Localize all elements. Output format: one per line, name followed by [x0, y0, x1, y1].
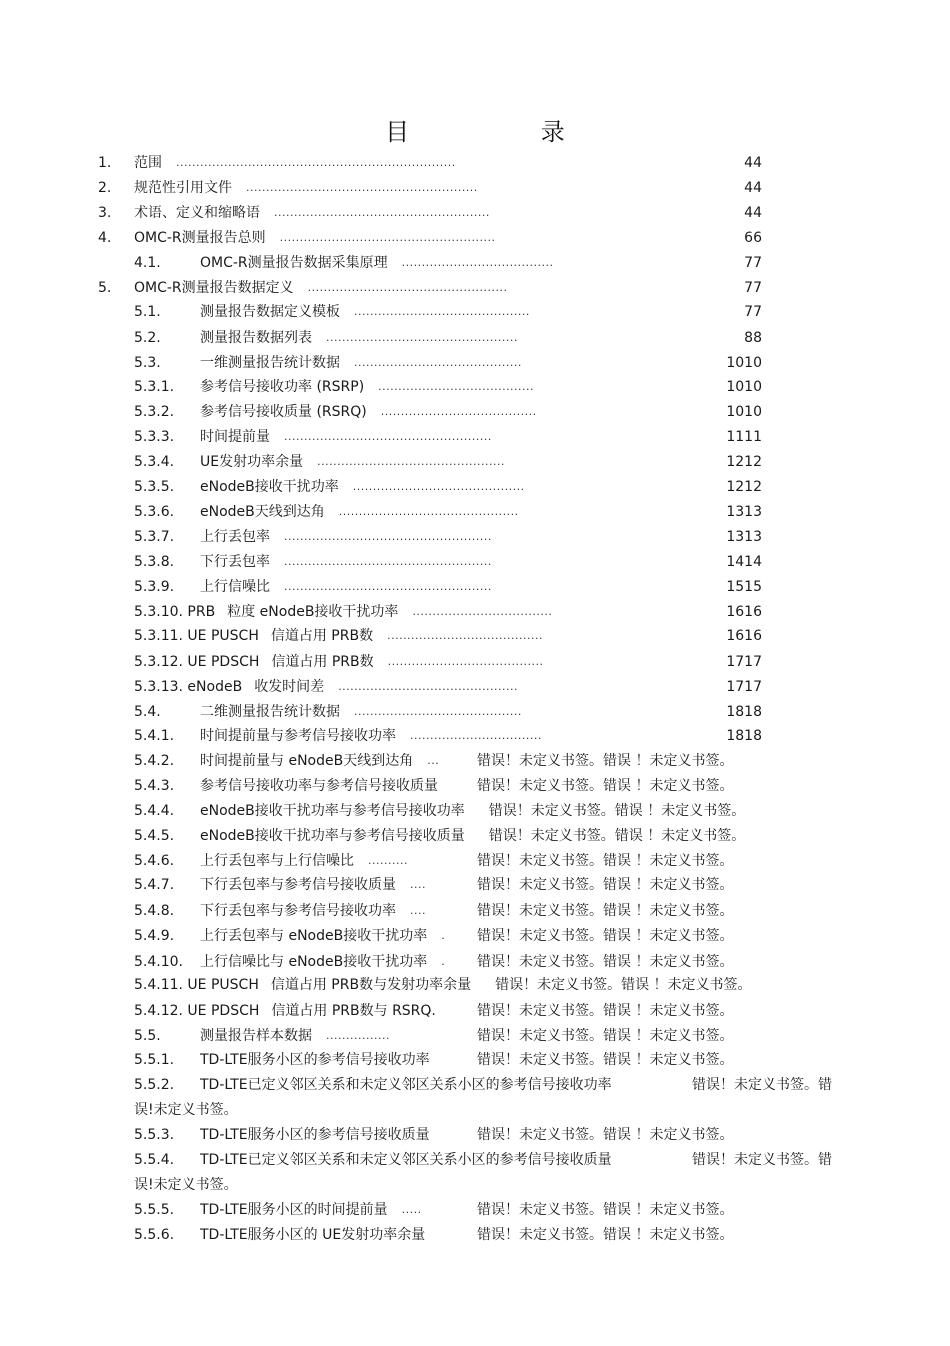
entry-title: eNodeB天线到达角	[200, 504, 325, 520]
entry-number: 5.4.11. UE PUSCH	[134, 977, 259, 993]
entry-title: 规范性引用文件	[134, 180, 232, 196]
toc-entry[interactable]	[0, 152, 950, 174]
entry-title: 术语、定义和缩略语	[134, 205, 260, 221]
entry-number: 5.5.2.	[134, 1077, 175, 1093]
entry-number: 5.5.1.	[134, 1052, 175, 1068]
leader-dots: .......................................	[387, 629, 543, 642]
bookmark-error: 错误！未定义书签。错误 ！未定义书签。	[477, 778, 734, 794]
leader-dots: .	[441, 955, 446, 968]
entry-title: 下行丢包率与参考信号接收质量	[200, 877, 396, 893]
entry-number: 5.3.1.	[134, 379, 175, 395]
entry-number: 5.5.	[134, 1028, 161, 1044]
entry-title: eNodeB接收干扰功率与参考信号接收质量	[200, 828, 465, 844]
toc-entry[interactable]	[0, 177, 950, 199]
leader-dots: .............................................	[338, 680, 519, 693]
entry-number: 5.5.5.	[134, 1202, 175, 1218]
leader-dots: .......................................	[378, 380, 535, 393]
bookmark-error: 错误！未定义书签。错误 ！未定义书签。	[495, 977, 752, 993]
leader-dots: ..........................................	[354, 705, 522, 718]
page-number: 1313	[726, 504, 762, 520]
toc-entry[interactable]	[0, 1049, 950, 1071]
page-number: 88	[744, 330, 762, 346]
leader-dots: ......................................................................	[176, 156, 456, 169]
toc-entry[interactable]	[0, 551, 950, 573]
toc-entry[interactable]	[0, 1124, 950, 1146]
leader-dots: ............................................	[354, 305, 530, 318]
entry-number: 5.3.12. UE PDSCH	[134, 654, 260, 670]
leader-dots: ......................................................	[279, 231, 496, 244]
entry-number: 5.4.6.	[134, 853, 175, 869]
bookmark-error: 错误！未定义书签。错误 ！未定义书签。	[488, 803, 746, 819]
entry-title: OMC-R测量报告总则	[134, 230, 266, 246]
leader-dots: ................................................	[326, 331, 518, 344]
entry-number: 5.3.6.	[134, 504, 175, 520]
toc-entry[interactable]	[0, 651, 950, 673]
bookmark-error: 错误！未定义书签。错误 ！未定义书签。	[477, 1227, 734, 1243]
entry-title: 参考信号接收质量 (RSRQ)	[200, 404, 367, 420]
bookmark-error-continued: 误!未定义书签。	[134, 1102, 238, 1118]
entry-title: 上行丢包率与 eNodeB接收干扰功率	[200, 928, 428, 944]
bookmark-error: 错误！未定义书签。错误 ！未定义书签。	[477, 853, 734, 869]
entry-title: 下行丢包率	[200, 554, 270, 570]
entry-number: 5.2.	[134, 330, 161, 346]
toc-entry[interactable]	[0, 951, 950, 973]
bookmark-error: 错误！未定义书签。错误 ！未定义书签。	[477, 954, 734, 970]
entry-title: 时间提前量与参考信号接收功率	[200, 728, 396, 744]
toc-entry[interactable]	[0, 825, 950, 847]
entry-number: 5.3.	[134, 355, 161, 371]
leader-dots: ...........................................	[352, 480, 525, 493]
entry-title: TD-LTE已定义邻区关系和未定义邻区关系小区的参考信号接收质量	[200, 1152, 612, 1168]
toc-entry[interactable]	[0, 352, 950, 374]
bookmark-error: 错误！未定义书签。错误 ！未定义书签。	[477, 753, 734, 769]
entry-number: 5.5.3.	[134, 1127, 175, 1143]
page-number: 1515	[726, 579, 762, 595]
toc-entry[interactable]	[0, 775, 950, 797]
page-number: 1313	[726, 529, 762, 545]
entry-title: 时间提前量与 eNodeB天线到达角	[200, 753, 414, 769]
toc-entry[interactable]	[0, 426, 950, 448]
toc-entry[interactable]	[0, 501, 950, 523]
toc-entry[interactable]	[0, 277, 950, 299]
page-number: 1010	[726, 355, 762, 371]
entry-number: 5.3.8.	[134, 554, 175, 570]
leader-dots: ..........................................	[354, 356, 522, 369]
leader-dots: ...	[427, 754, 440, 767]
entry-title: 时间提前量	[200, 429, 270, 445]
entry-title: 测量报告样本数据	[200, 1028, 312, 1044]
entry-title: 下行丢包率与参考信号接收功率	[200, 903, 396, 919]
entry-title: TD-LTE服务小区的 UE发射功率余量	[200, 1227, 426, 1243]
bookmark-error: 错误！未定义书签。错误 ！未定义书签。	[477, 1202, 734, 1218]
entry-number: 5.4.8.	[134, 903, 175, 919]
toc-entry[interactable]	[0, 1149, 950, 1171]
bookmark-error: 错误！未定义书签。错误 ！未定义书签。	[488, 828, 746, 844]
leader-dots: ....	[410, 878, 426, 891]
page-number: 77	[744, 304, 762, 320]
entry-title: UE发射功率余量	[200, 454, 304, 470]
entry-title: 参考信号接收功率与参考信号接收质量	[200, 778, 438, 794]
page-number: 44	[744, 180, 762, 196]
entry-number: 5.4.3.	[134, 778, 175, 794]
entry-title: TD-LTE已定义邻区关系和未定义邻区关系小区的参考信号接收功率	[200, 1077, 612, 1093]
toc-entry[interactable]	[0, 850, 950, 872]
toc-entry[interactable]	[0, 451, 950, 473]
entry-number: 5.1.	[134, 304, 161, 320]
entry-number: 5.4.1.	[134, 728, 175, 744]
toc-entry[interactable]	[0, 601, 950, 623]
entry-title: 信道占用 PRB数与发射功率余量	[270, 977, 472, 993]
entry-title: 收发时间差	[254, 679, 325, 695]
toc-entry[interactable]	[0, 974, 950, 996]
entry-title: OMC-R测量报告数据定义	[134, 280, 294, 296]
entry-number: 4.	[98, 230, 112, 246]
entry-number: 5.3.3.	[134, 429, 175, 445]
page-number: 1616	[726, 628, 762, 644]
entry-title: 信道占用 PRB数与 RSRQ.	[271, 1003, 436, 1019]
page-number: 1717	[726, 679, 762, 695]
entry-number: 5.4.5.	[134, 828, 175, 844]
bookmark-error: 错误！未定义书签。错	[692, 1152, 832, 1168]
entry-number: 5.4.4.	[134, 803, 175, 819]
page-number: 1616	[726, 604, 762, 620]
leader-dots: ..................................................	[307, 281, 508, 294]
bookmark-error: 错误！未定义书签。错	[692, 1077, 832, 1093]
bookmark-error: 错误！未定义书签。错误 ！未定义书签。	[477, 1003, 734, 1019]
page-number: 1818	[726, 728, 762, 744]
entry-number: 5.	[98, 280, 112, 296]
leader-dots: ..........................................................	[246, 181, 478, 194]
leader-dots: ....................................................	[284, 555, 492, 568]
leader-dots: ....................................................	[284, 530, 492, 543]
toc-entry[interactable]	[0, 800, 950, 822]
entry-number: 5.3.11. UE PUSCH	[134, 628, 259, 644]
leader-dots: ..........	[368, 854, 408, 867]
toc-entry[interactable]	[0, 202, 950, 224]
leader-dots: ......................................	[401, 256, 554, 269]
page-number: 1010	[726, 379, 762, 395]
leader-dots: ....	[410, 904, 426, 917]
toc-entry[interactable]	[0, 401, 950, 423]
toc-entry[interactable]	[0, 1074, 950, 1096]
entry-title: 一维测量报告统计数据	[200, 355, 340, 371]
page-number: 1111	[726, 429, 762, 445]
entry-title: OMC-R测量报告数据采集原理	[200, 255, 388, 271]
entry-number: 5.3.13. eNodeB	[134, 679, 243, 695]
leader-dots: ...................................	[412, 605, 553, 618]
toc-entry[interactable]	[0, 576, 950, 598]
entry-title: TD-LTE服务小区的参考信号接收功率	[200, 1052, 430, 1068]
bookmark-error: 错误！未定义书签。错误 ！未定义书签。	[477, 928, 734, 944]
toc-entry[interactable]	[0, 301, 950, 323]
page-number: 1212	[726, 454, 762, 470]
toc-entry[interactable]	[0, 701, 950, 723]
entry-number: 5.3.5.	[134, 479, 175, 495]
page-number: 77	[744, 255, 762, 271]
leader-dots: ...............................................	[317, 455, 505, 468]
entry-number: 5.3.9.	[134, 579, 175, 595]
bookmark-error: 错误！未定义书签。错误 ！未定义书签。	[477, 1127, 734, 1143]
entry-number: 5.3.2.	[134, 404, 175, 420]
leader-dots: ................	[326, 1029, 390, 1042]
entry-title: 上行信噪比	[200, 579, 270, 595]
entry-number: 3.	[98, 205, 112, 221]
toc-entry[interactable]	[0, 925, 950, 947]
leader-dots: .............................................	[338, 505, 519, 518]
entry-title: TD-LTE服务小区的时间提前量	[200, 1202, 388, 1218]
leader-dots: ....................................................	[284, 430, 492, 443]
entry-title: 信道占用 PRB数	[270, 628, 374, 644]
leader-dots: .......................................	[380, 405, 537, 418]
leader-dots: ....................................................	[284, 580, 492, 593]
entry-title: 上行丢包率	[200, 529, 270, 545]
bookmark-error: 错误！未定义书签。错误 ！未定义书签。	[477, 1052, 734, 1068]
entry-title: 上行丢包率与上行信噪比	[200, 853, 354, 869]
entry-title: TD-LTE服务小区的参考信号接收质量	[200, 1127, 430, 1143]
toc-entry[interactable]	[0, 1025, 950, 1047]
toc-entry[interactable]	[0, 1224, 950, 1246]
entry-number: 5.5.6.	[134, 1227, 175, 1243]
entry-title: 范围	[134, 155, 162, 171]
entry-title: 二维测量报告统计数据	[200, 704, 340, 720]
entry-title: 测量报告数据列表	[200, 330, 312, 346]
entry-number: 5.3.10. PRB	[134, 604, 216, 620]
page-number: 1010	[726, 404, 762, 420]
entry-number: 5.4.7.	[134, 877, 175, 893]
toc-entry[interactable]	[0, 227, 950, 249]
entry-number: 1.	[98, 155, 112, 171]
bookmark-error: 错误！未定义书签。错误 ！未定义书签。	[477, 1028, 734, 1044]
toc-entry[interactable]	[0, 725, 950, 747]
toc-entry[interactable]	[0, 327, 950, 349]
page-number: 1818	[726, 704, 762, 720]
entry-number: 2.	[98, 180, 112, 196]
toc-entry[interactable]	[0, 526, 950, 548]
entry-title: eNodeB接收干扰功率	[200, 479, 339, 495]
bookmark-error: 错误！未定义书签。错误 ！未定义书签。	[477, 877, 734, 893]
entry-number: 5.4.	[134, 704, 161, 720]
toc-entry[interactable]	[0, 750, 950, 772]
leader-dots: .................................	[410, 729, 542, 742]
toc-entry[interactable]	[0, 1199, 950, 1221]
entry-number: 5.3.4.	[134, 454, 175, 470]
page-number: 1414	[726, 554, 762, 570]
entry-number: 5.4.10.	[134, 954, 183, 970]
toc-entry[interactable]	[0, 376, 950, 398]
entry-title: 粒度 eNodeB接收干扰功率	[227, 604, 399, 620]
page-number: 77	[744, 280, 762, 296]
toc-entry[interactable]	[0, 874, 950, 896]
bookmark-error: 错误！未定义书签。错误 ！未定义书签。	[477, 903, 734, 919]
page-number: 1212	[726, 479, 762, 495]
entry-number: 5.4.9.	[134, 928, 175, 944]
entry-number: 5.3.7.	[134, 529, 175, 545]
leader-dots: .......................................	[387, 655, 544, 668]
page-number: 66	[744, 230, 762, 246]
entry-number: 4.1.	[134, 255, 161, 271]
toc-entry[interactable]	[0, 625, 950, 647]
page-number: 44	[744, 205, 762, 221]
toc-entry[interactable]	[0, 252, 950, 274]
entry-title: 参考信号接收功率 (RSRP)	[200, 379, 365, 395]
toc-entry[interactable]	[0, 476, 950, 498]
leader-dots: .	[441, 929, 446, 942]
leader-dots: ......................................................	[274, 206, 490, 219]
entry-title: 信道占用 PRB数	[271, 654, 374, 670]
entry-number: 5.5.4.	[134, 1152, 175, 1168]
entry-title: 上行信噪比与 eNodeB接收干扰功率	[200, 954, 428, 970]
entry-number: 5.4.12. UE PDSCH	[134, 1003, 260, 1019]
toc-entry[interactable]	[0, 1000, 950, 1022]
entry-title: eNodeB接收干扰功率与参考信号接收功率	[200, 803, 465, 819]
toc-entry[interactable]	[0, 676, 950, 698]
page-title: 目 录	[385, 118, 627, 146]
page-number: 1717	[726, 654, 762, 670]
entry-number: 5.4.2.	[134, 753, 175, 769]
page-number: 44	[744, 155, 762, 171]
entry-title: 测量报告数据定义模板	[200, 304, 340, 320]
leader-dots: .....	[401, 1203, 422, 1216]
bookmark-error-continued: 误!未定义书签。	[134, 1177, 238, 1193]
toc-entry[interactable]	[0, 900, 950, 922]
